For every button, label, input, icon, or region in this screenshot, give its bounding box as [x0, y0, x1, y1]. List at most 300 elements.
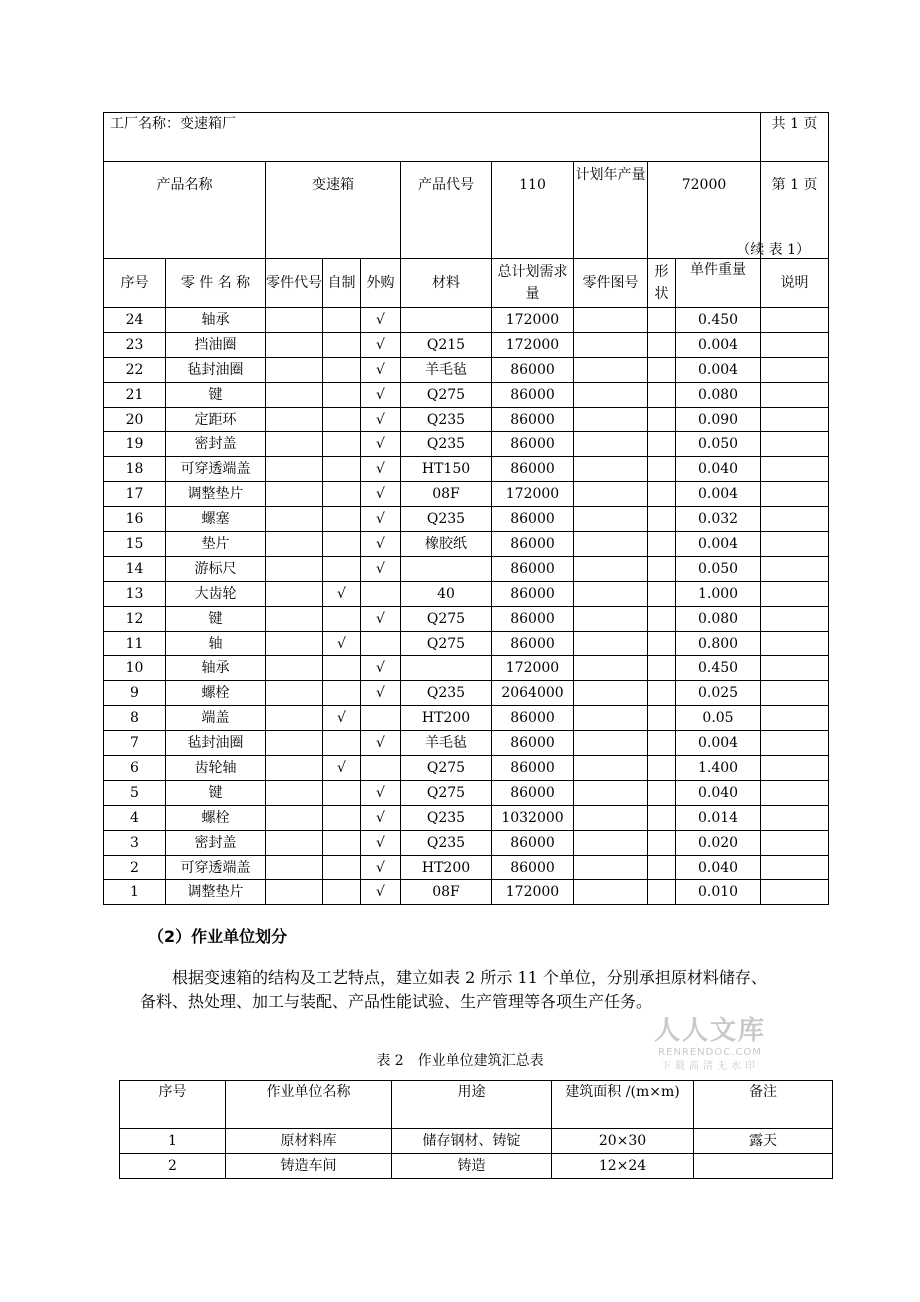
table2-col-header: 建筑面积 /(m×m)	[552, 1081, 694, 1129]
table-cell: 23	[104, 332, 166, 357]
table-cell: Q235	[401, 432, 492, 457]
table-cell: 12×24	[552, 1154, 694, 1179]
table-row	[104, 308, 829, 333]
table-cell	[648, 606, 676, 631]
table-cell	[266, 382, 323, 407]
table-cell: 21	[104, 382, 166, 407]
table-cell: 0.090	[676, 407, 761, 432]
table-cell: 0.040	[676, 457, 761, 482]
table-cell: 3	[104, 830, 166, 855]
table-cell: 螺栓	[166, 805, 266, 830]
table-cell	[574, 681, 648, 706]
table-cell	[574, 556, 648, 581]
table-row	[104, 756, 829, 781]
table-cell: 86000	[492, 631, 574, 656]
table-cell: Q215	[401, 332, 492, 357]
table-cell	[648, 382, 676, 407]
table-cell: √	[361, 407, 401, 432]
table-cell	[648, 556, 676, 581]
table-cell: 2	[120, 1154, 226, 1179]
table-cell	[266, 830, 323, 855]
table-cell: √	[361, 432, 401, 457]
table-cell	[361, 631, 401, 656]
table-cell: HT200	[401, 855, 492, 880]
table-cell	[266, 457, 323, 482]
parts-col-header: 序号	[104, 259, 166, 308]
table-cell	[761, 581, 829, 606]
table-cell	[266, 706, 323, 731]
table-cell: 9	[104, 681, 166, 706]
table-cell	[574, 805, 648, 830]
table-cell: √	[361, 606, 401, 631]
table-cell	[401, 656, 492, 681]
parts-col-header: 零件图号	[574, 259, 648, 308]
table-cell	[574, 507, 648, 532]
table-row	[104, 880, 829, 905]
table-cell: 16	[104, 507, 166, 532]
table-cell: Q275	[401, 606, 492, 631]
annual-output: 72000	[681, 177, 727, 193]
table-cell: √	[361, 855, 401, 880]
table-cell: 可穿透端盖	[166, 457, 266, 482]
table2-col-header: 用途	[392, 1081, 552, 1129]
table-cell: 0.032	[676, 507, 761, 532]
table-cell	[266, 656, 323, 681]
table-cell	[266, 432, 323, 457]
table-row	[104, 556, 829, 581]
table-cell	[323, 507, 361, 532]
table-cell: 4	[104, 805, 166, 830]
table-row	[104, 780, 829, 805]
table-cell	[323, 731, 361, 756]
table-cell: 调整垫片	[166, 880, 266, 905]
table-cell: 毡封油圈	[166, 357, 266, 382]
table-cell	[323, 656, 361, 681]
table-row	[104, 407, 829, 432]
factory-name: 工厂名称：变速箱厂	[104, 113, 761, 162]
table-cell	[266, 731, 323, 756]
parts-col-header: 材料	[401, 259, 492, 308]
table-cell: √	[361, 308, 401, 333]
table-cell: 密封盖	[166, 830, 266, 855]
table-cell	[761, 830, 829, 855]
table-cell: 8	[104, 706, 166, 731]
table-cell: 螺栓	[166, 681, 266, 706]
table-cell	[761, 308, 829, 333]
table-cell: 调整垫片	[166, 482, 266, 507]
product-code: 110	[492, 162, 574, 259]
table-cell: √	[361, 805, 401, 830]
table-cell	[574, 482, 648, 507]
parts-col-header: 单件重量	[676, 259, 761, 308]
table-cell: 86000	[492, 556, 574, 581]
table-cell: 轴	[166, 631, 266, 656]
table-cell	[323, 332, 361, 357]
table-cell	[694, 1154, 833, 1179]
table-cell	[761, 457, 829, 482]
table-cell	[401, 556, 492, 581]
table-cell	[323, 482, 361, 507]
table-cell: Q235	[401, 407, 492, 432]
table-cell: 轴承	[166, 656, 266, 681]
table-cell	[266, 482, 323, 507]
table-cell	[266, 308, 323, 333]
table-cell	[648, 731, 676, 756]
table-cell: 0.004	[676, 532, 761, 557]
table-cell: 0.014	[676, 805, 761, 830]
table-cell: 2	[104, 855, 166, 880]
table-cell: √	[361, 532, 401, 557]
table-cell	[323, 457, 361, 482]
table-cell: 0.450	[676, 308, 761, 333]
table-cell: 游标尺	[166, 556, 266, 581]
table-cell	[574, 855, 648, 880]
table-cell	[574, 382, 648, 407]
table-cell: 13	[104, 581, 166, 606]
table-cell	[761, 706, 829, 731]
table-cell: 86000	[492, 706, 574, 731]
table-cell	[323, 432, 361, 457]
table-cell	[761, 482, 829, 507]
parts-list-table	[103, 112, 829, 905]
table-cell: 原材料库	[226, 1129, 392, 1154]
table-cell: 10	[104, 656, 166, 681]
table-cell	[266, 507, 323, 532]
table-cell: Q275	[401, 382, 492, 407]
table-row	[104, 830, 829, 855]
table-cell	[323, 382, 361, 407]
table-cell: √	[361, 780, 401, 805]
table-cell	[323, 532, 361, 557]
table-cell: 86000	[492, 457, 574, 482]
table-cell	[361, 581, 401, 606]
table-cell	[266, 681, 323, 706]
table-cell	[761, 432, 829, 457]
table-cell: 0.004	[676, 357, 761, 382]
table-cell	[648, 308, 676, 333]
table-cell	[323, 357, 361, 382]
product-name-label: 产品名称	[104, 162, 266, 259]
table-cell	[266, 780, 323, 805]
table-cell: 0.080	[676, 382, 761, 407]
table-cell	[761, 532, 829, 557]
table-cell: √	[323, 581, 361, 606]
parts-col-header: 说明	[761, 259, 829, 308]
table-cell: 86000	[492, 407, 574, 432]
table-cell: 键	[166, 382, 266, 407]
table-cell: 86000	[492, 581, 574, 606]
table-cell	[648, 681, 676, 706]
table-cell: 86000	[492, 855, 574, 880]
table-cell	[323, 681, 361, 706]
table-cell	[323, 830, 361, 855]
table-cell: 羊毛毡	[401, 357, 492, 382]
parts-col-header: 总计划需求量	[492, 259, 574, 308]
table-cell: 0.05	[676, 706, 761, 731]
table-cell: 1	[104, 880, 166, 905]
continued-note: （续 表 1）	[736, 242, 811, 258]
table-cell: 86000	[492, 756, 574, 781]
table-cell: 0.080	[676, 606, 761, 631]
table-cell: Q235	[401, 681, 492, 706]
table-row	[104, 581, 829, 606]
table-cell: 铸造	[392, 1154, 552, 1179]
table-cell	[648, 830, 676, 855]
table-cell	[648, 805, 676, 830]
table-cell	[574, 631, 648, 656]
table-cell: HT150	[401, 457, 492, 482]
table-row	[104, 731, 829, 756]
table-cell	[761, 780, 829, 805]
table-cell	[574, 880, 648, 905]
table-cell: 螺塞	[166, 507, 266, 532]
table-cell	[761, 382, 829, 407]
table-cell	[574, 830, 648, 855]
table-cell: 0.050	[676, 556, 761, 581]
table-cell: 20×30	[552, 1129, 694, 1154]
table-cell	[323, 805, 361, 830]
table-cell: 铸造车间	[226, 1154, 392, 1179]
table-cell: 6	[104, 756, 166, 781]
table-cell: 40	[401, 581, 492, 606]
table-cell: Q275	[401, 756, 492, 781]
table-cell: 0.040	[676, 780, 761, 805]
table-cell: 7	[104, 731, 166, 756]
table-row	[104, 631, 829, 656]
parts-col-header: 形状	[648, 259, 676, 308]
table-cell: 密封盖	[166, 432, 266, 457]
table-row	[104, 432, 829, 457]
table-cell	[761, 357, 829, 382]
table-cell: 毡封油圈	[166, 731, 266, 756]
table-cell: 14	[104, 556, 166, 581]
table-cell	[266, 855, 323, 880]
table-cell: 08F	[401, 880, 492, 905]
table-cell: 86000	[492, 731, 574, 756]
table-cell	[574, 581, 648, 606]
table-cell	[648, 457, 676, 482]
table-cell: 0.050	[676, 432, 761, 457]
table-row	[104, 332, 829, 357]
table-cell: √	[323, 706, 361, 731]
table-cell	[648, 482, 676, 507]
table-cell: 挡油圈	[166, 332, 266, 357]
table-cell	[648, 432, 676, 457]
table-cell: 24	[104, 308, 166, 333]
section-paragraph: 根据变速箱的结构及工艺特点，建立如表 2 所示 11 个单位，分别承担原材料储存、备料、热处理、加工与装配、产品性能试验、生产管理等各项生产任务。	[140, 968, 767, 1011]
table-cell: √	[361, 482, 401, 507]
table-row	[120, 1154, 833, 1179]
table-cell	[266, 407, 323, 432]
table-cell: √	[361, 681, 401, 706]
table-cell	[761, 631, 829, 656]
table-cell: 172000	[492, 332, 574, 357]
table-cell: 可穿透端盖	[166, 855, 266, 880]
table-cell: 1.400	[676, 756, 761, 781]
table-row	[104, 357, 829, 382]
product-code-label: 产品代号	[401, 162, 492, 259]
table-cell: 0.004	[676, 332, 761, 357]
table-cell: 86000	[492, 507, 574, 532]
table-cell: 储存钢材、铸锭	[392, 1129, 552, 1154]
table-cell	[761, 756, 829, 781]
table-row	[104, 681, 829, 706]
table-cell: √	[361, 731, 401, 756]
table2-col-header: 作业单位名称	[226, 1081, 392, 1129]
table-cell	[648, 581, 676, 606]
table-cell: √	[361, 457, 401, 482]
table-cell: 86000	[492, 432, 574, 457]
table-cell: √	[361, 880, 401, 905]
table-cell	[574, 532, 648, 557]
table-cell	[761, 731, 829, 756]
section-heading: （2）作业单位划分	[148, 927, 288, 946]
table-cell	[648, 656, 676, 681]
table-cell	[266, 332, 323, 357]
table-cell	[761, 880, 829, 905]
table-cell	[266, 880, 323, 905]
table-cell: √	[323, 756, 361, 781]
table-cell: √	[361, 556, 401, 581]
table-cell: 86000	[492, 357, 574, 382]
table-cell: 1	[120, 1129, 226, 1154]
table-cell: 键	[166, 606, 266, 631]
table-cell: 0.004	[676, 482, 761, 507]
table-cell	[266, 606, 323, 631]
table-row	[104, 457, 829, 482]
table-row	[104, 706, 829, 731]
table-cell: √	[361, 830, 401, 855]
table-cell: 轴承	[166, 308, 266, 333]
page-number: 第 1 页	[761, 162, 829, 259]
table-cell	[323, 606, 361, 631]
table-cell: √	[361, 382, 401, 407]
table-cell	[574, 308, 648, 333]
table-cell: 172000	[492, 308, 574, 333]
table-cell	[266, 357, 323, 382]
table-cell: 1032000	[492, 805, 574, 830]
annual-output-label: 计划年产量	[574, 162, 648, 259]
table-cell	[266, 556, 323, 581]
table-row	[104, 656, 829, 681]
table-cell	[574, 332, 648, 357]
table-cell: 172000	[492, 482, 574, 507]
product-name: 变速箱	[266, 162, 401, 259]
table-cell	[574, 432, 648, 457]
table-cell: √	[323, 631, 361, 656]
table-cell	[266, 631, 323, 656]
table-cell	[574, 780, 648, 805]
table-cell: 0.800	[676, 631, 761, 656]
table-cell	[323, 407, 361, 432]
table-cell: 5	[104, 780, 166, 805]
table-cell: 露天	[694, 1129, 833, 1154]
table-cell: 20	[104, 407, 166, 432]
table-cell	[574, 731, 648, 756]
table-cell: 22	[104, 357, 166, 382]
table-cell: 齿轮轴	[166, 756, 266, 781]
table-cell: Q235	[401, 507, 492, 532]
table-cell	[574, 756, 648, 781]
table-cell	[361, 706, 401, 731]
table-cell	[648, 357, 676, 382]
table-cell: 羊毛毡	[401, 731, 492, 756]
table-cell	[761, 407, 829, 432]
table-cell	[266, 805, 323, 830]
table-cell: 86000	[492, 606, 574, 631]
table-cell	[574, 407, 648, 432]
watermark-title: 人人文库	[653, 1016, 766, 1046]
table-cell	[648, 407, 676, 432]
table-cell	[266, 756, 323, 781]
table-cell	[266, 581, 323, 606]
table-row	[120, 1129, 833, 1154]
table-cell	[761, 606, 829, 631]
table-cell: Q235	[401, 805, 492, 830]
table-cell	[401, 308, 492, 333]
table-cell	[574, 656, 648, 681]
table-cell: 19	[104, 432, 166, 457]
table-cell: 大齿轮	[166, 581, 266, 606]
table2-caption: 表 2 作业单位建筑汇总表	[376, 1053, 544, 1069]
table-cell	[323, 308, 361, 333]
table-cell	[648, 780, 676, 805]
table-cell: 17	[104, 482, 166, 507]
table-cell	[648, 756, 676, 781]
table-cell	[761, 556, 829, 581]
table-cell: 垫片	[166, 532, 266, 557]
table-cell: 86000	[492, 830, 574, 855]
table-cell	[323, 880, 361, 905]
parts-col-header: 零件代号	[266, 259, 323, 308]
table-cell: 橡胶纸	[401, 532, 492, 557]
table-cell: 86000	[492, 532, 574, 557]
table-cell	[361, 756, 401, 781]
table-row	[104, 805, 829, 830]
table-cell: Q275	[401, 631, 492, 656]
parts-col-header: 外购	[361, 259, 401, 308]
table-row	[104, 507, 829, 532]
table-cell: 端盖	[166, 706, 266, 731]
table-cell: 0.025	[676, 681, 761, 706]
table-cell: 12	[104, 606, 166, 631]
table-cell: 0.450	[676, 656, 761, 681]
parts-col-header: 自制	[323, 259, 361, 308]
table-cell: 86000	[492, 382, 574, 407]
table-cell: 0.010	[676, 880, 761, 905]
table-cell	[266, 532, 323, 557]
table-cell	[574, 606, 648, 631]
table-cell: 0.004	[676, 731, 761, 756]
table-cell	[761, 507, 829, 532]
table-cell	[761, 332, 829, 357]
table-cell: 18	[104, 457, 166, 482]
table-cell	[761, 805, 829, 830]
table-cell: √	[361, 507, 401, 532]
table-cell: 1.000	[676, 581, 761, 606]
table-cell	[574, 706, 648, 731]
table-cell: 86000	[492, 780, 574, 805]
table-cell: 11	[104, 631, 166, 656]
table-cell	[761, 681, 829, 706]
table-cell	[323, 556, 361, 581]
table-cell: 键	[166, 780, 266, 805]
table-cell: Q275	[401, 780, 492, 805]
table-row	[104, 482, 829, 507]
table-cell: 172000	[492, 656, 574, 681]
parts-col-header: 零 件 名 称	[166, 259, 266, 308]
table-row	[104, 382, 829, 407]
